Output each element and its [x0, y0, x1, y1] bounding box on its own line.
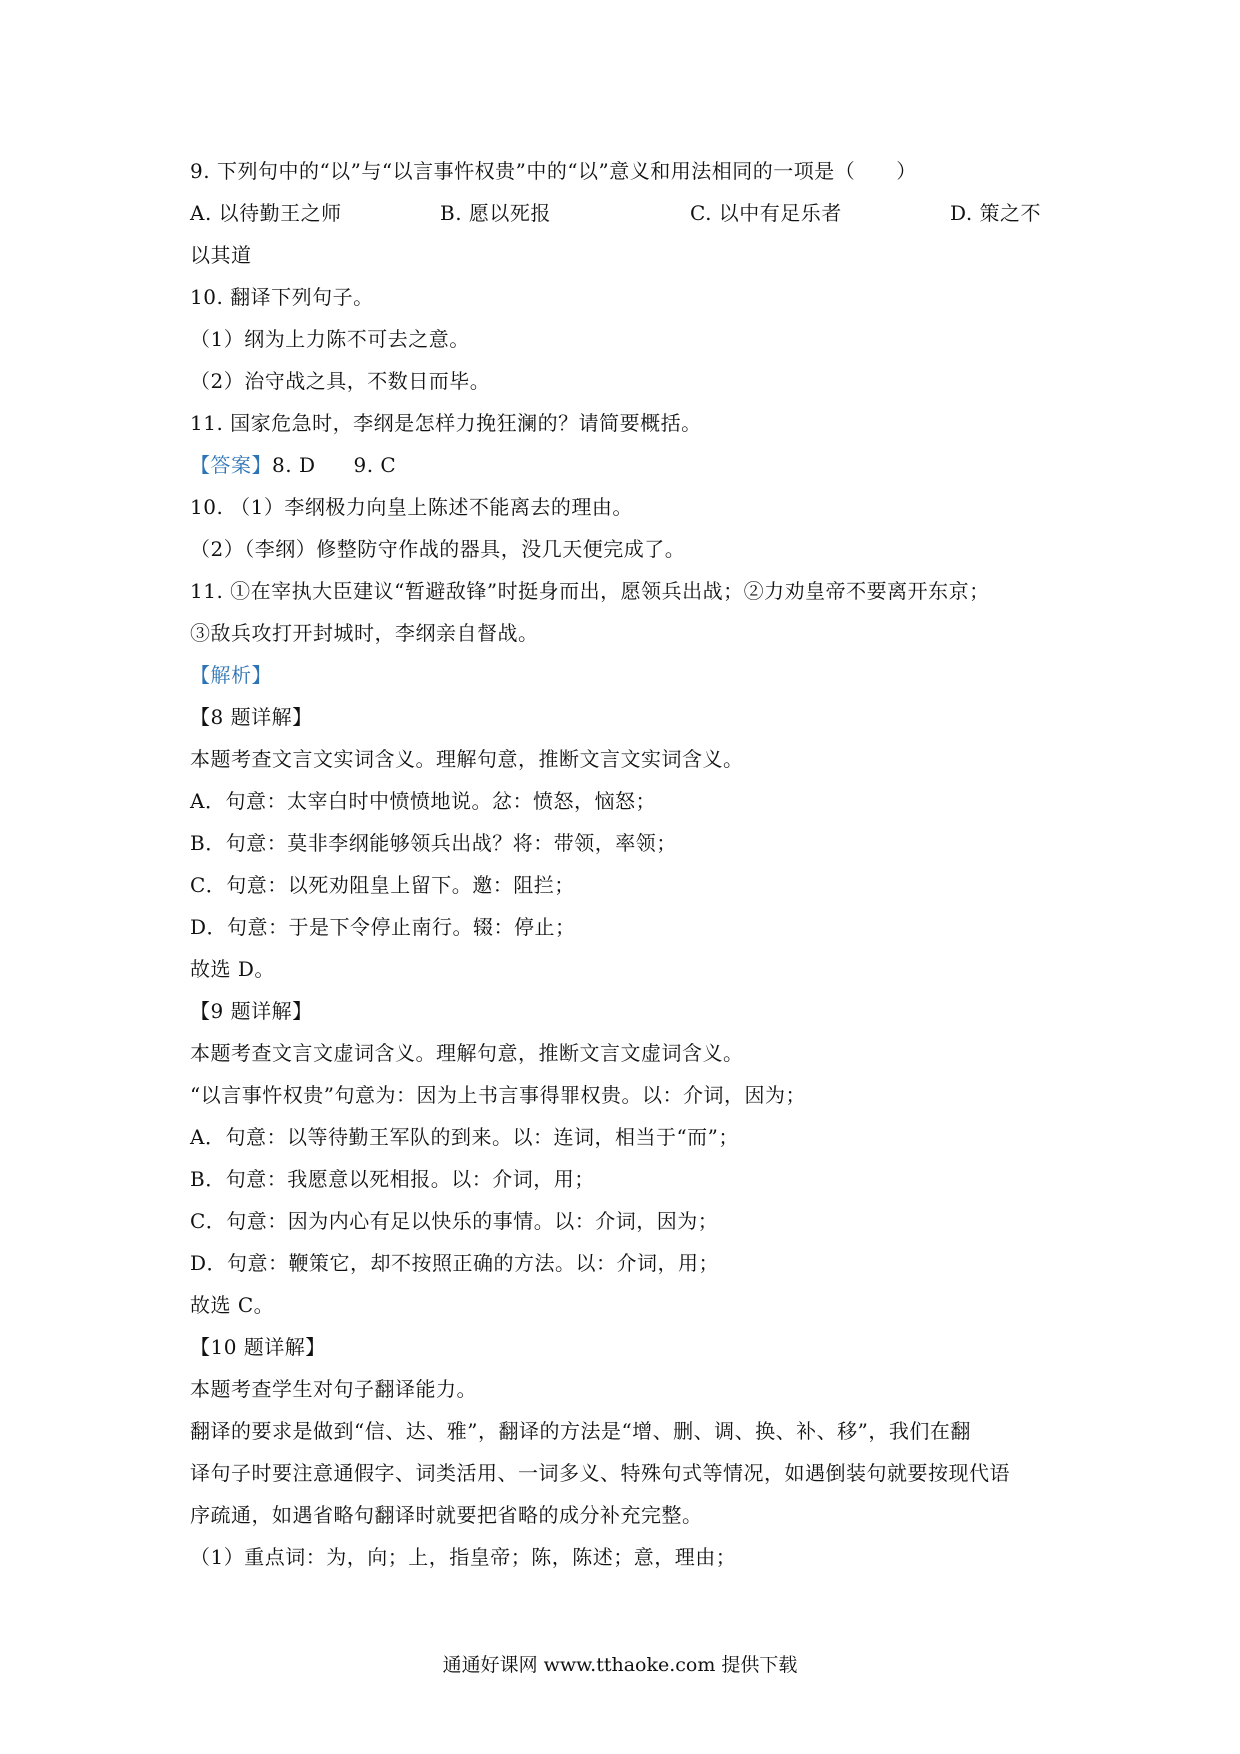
q8-detail-line: 本题考查文言文实词含义。理解句意，推断文言文实词含义。	[190, 747, 744, 771]
q10-detail-line: 本题考查学生对句子翻译能力。	[190, 1377, 477, 1401]
option-c: C. 以中有足乐者	[690, 201, 842, 225]
page-body	[190, 150, 1070, 1578]
q8-detail-line: 故选 D。	[190, 957, 275, 981]
q8-detail-line: B．句意：莫非李纲能够领兵出战？将：带领，率领；	[190, 831, 677, 855]
q10-detail-heading: 【10 题详解】	[190, 1335, 326, 1359]
answer-11-line-1: 11. ①在宰执大臣建议“暂避敌锋”时挺身而出，愿领兵出战；②力劝皇帝不要离开东京；	[190, 579, 990, 603]
page-footer: 通通好课网 www.tthaoke.com 提供下载	[442, 1654, 798, 1676]
answer-10-line-2: （2）（李纲）修整防守作战的器具，没几天便完成了。	[190, 537, 686, 561]
question-10-sentence-2: （2）治守战之具，不数日而毕。	[190, 369, 491, 393]
q9-detail-heading: 【9 题详解】	[190, 999, 313, 1023]
answer-8: 8. D	[272, 453, 316, 477]
option-d-continued: 以其道	[190, 243, 252, 267]
q8-detail-line: A．句意：太宰白时中愤愤地说。忿：愤怒，恼怒；	[190, 789, 656, 813]
analysis-tag: 【解析】	[190, 663, 272, 687]
answer-9: 9. C	[353, 453, 397, 477]
q9-detail-line: D．句意：鞭策它，却不按照正确的方法。以：介词，用；	[190, 1251, 720, 1275]
option-d: D. 策之不	[950, 201, 1042, 225]
answer-10-line-1: 10. （1）李纲极力向皇上陈述不能离去的理由。	[190, 495, 633, 519]
q10-detail-line: 序疏通，如遇省略句翻译时就要把省略的成分补充完整。	[190, 1503, 703, 1527]
q9-detail-line: 故选 C。	[190, 1293, 275, 1317]
question-9-stem: 9. 下列句中的“以”与“以言事忤权贵”中的“以”意义和用法相同的一项是（ ）	[190, 159, 917, 183]
q10-detail-line: （1）重点词：为，向；上，指皇帝；陈，陈述；意，理由；	[190, 1545, 737, 1569]
q8-detail-line: D．句意：于是下令停止南行。辍：停止；	[190, 915, 576, 939]
q8-detail-heading: 【8 题详解】	[190, 705, 313, 729]
option-b: B. 愿以死报	[440, 201, 551, 225]
option-a: A. 以待勤王之师	[190, 201, 342, 225]
q9-detail-line: 本题考查文言文虚词含义。理解句意，推断文言文虚词含义。	[190, 1041, 744, 1065]
question-10-stem: 10. 翻译下列句子。	[190, 285, 374, 309]
answer-tag: 【答案】	[190, 453, 272, 477]
question-11-stem: 11. 国家危急时，李纲是怎样力挽狂澜的？请简要概括。	[190, 411, 702, 435]
q10-detail-line: 翻译的要求是做到“信、达、雅”，翻译的方法是“增、删、调、换、补、移”，我们在翻	[190, 1419, 971, 1443]
question-10-sentence-1: （1）纲为上力陈不可去之意。	[190, 327, 470, 351]
q10-detail-line: 译句子时要注意通假字、词类活用、一词多义、特殊句式等情况，如遇倒装句就要按现代语	[190, 1461, 1010, 1485]
q9-detail-line: B．句意：我愿意以死相报。以：介词，用；	[190, 1167, 595, 1191]
q9-detail-line: A．句意：以等待勤王军队的到来。以：连词，相当于“而”；	[190, 1125, 739, 1149]
q9-detail-line: C．句意：因为内心有足以快乐的事情。以：介词，因为；	[190, 1209, 719, 1233]
q8-detail-line: C．句意：以死劝阻皇上留下。邀：阻拦；	[190, 873, 575, 897]
answer-11-line-2: ③敌兵攻打开封城时，李纲亲自督战。	[190, 621, 539, 645]
question-9-options	[190, 192, 1070, 234]
answer-line	[190, 444, 1070, 486]
q9-detail-line: “以言事忤权贵”句意为：因为上书言事得罪权贵。以：介词，因为；	[190, 1083, 806, 1107]
